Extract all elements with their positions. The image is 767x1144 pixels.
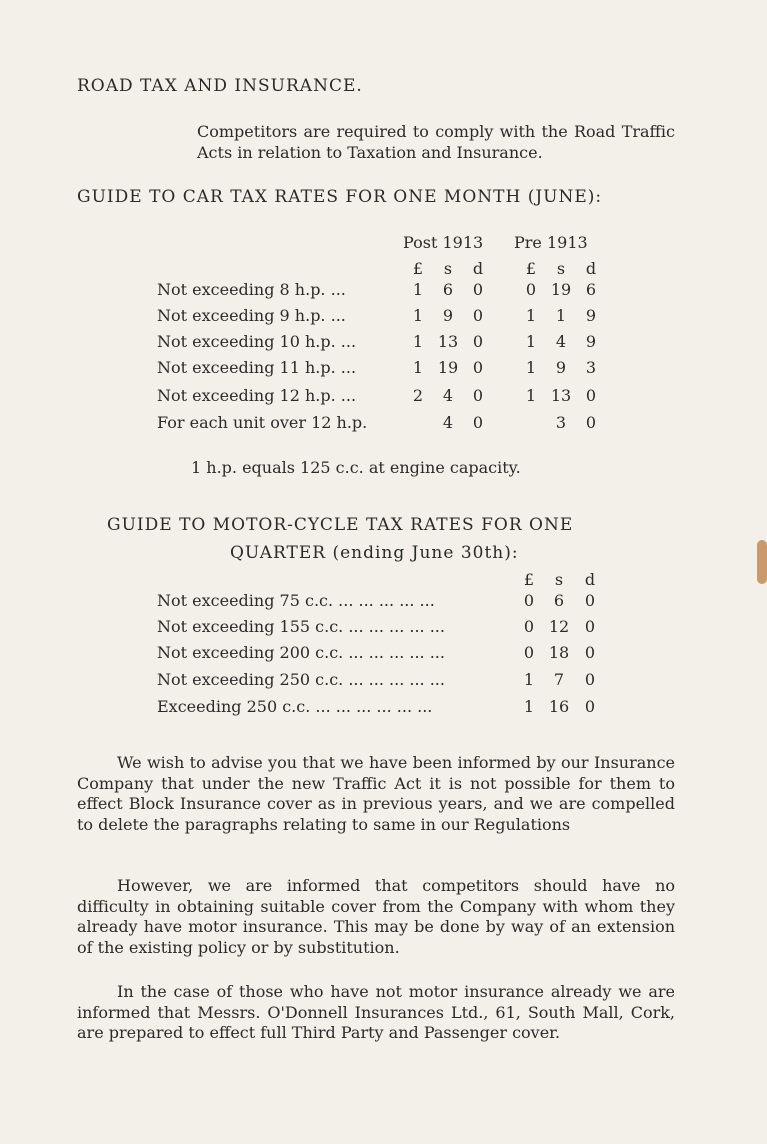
row-label: Not exceeding 12 h.p. ... — [157, 386, 357, 405]
table-row — [157, 386, 617, 408]
row-label: Not exceeding 250 c.c. ... ... ... ... ... — [157, 670, 445, 689]
insurance-paragraph-1: We wish to advise you that we have been informed by our Insurance Company that under the new Traffic Act it is not possible for them to effect Block Insurance cover as in previous years, and we are compelled to delete the paragraphs relating to same in our Regulations — [77, 753, 675, 834]
table-row — [157, 332, 617, 354]
road-tax-heading: ROAD TAX AND INSURANCE. — [77, 76, 363, 96]
road-tax-intro: Competitors are required to comply with the Road Traffic Acts in relation to Taxation and Insurance. — [197, 122, 675, 162]
pre-pence: 6 — [585, 280, 597, 299]
row-label: Not exceeding 11 h.p. ... — [157, 358, 357, 377]
row-label: Not exceeding 75 c.c. ... ... ... ... ... — [157, 591, 435, 610]
table-row — [157, 617, 617, 639]
pounds: 0 — [523, 591, 535, 610]
car-tax-heading: GUIDE TO CAR TAX RATES FOR ONE MONTH (JUNE): — [77, 187, 603, 207]
pre-shillings: 19 — [550, 280, 572, 299]
row-label: Exceeding 250 c.c. ... ... ... ... ... ... — [157, 697, 433, 716]
table-row — [157, 306, 617, 328]
table-row — [157, 413, 617, 435]
post-pence: 0 — [472, 358, 484, 377]
pre-shillings: 3 — [555, 413, 567, 432]
row-label: Not exceeding 8 h.p. ... — [157, 280, 346, 299]
row-label: Not exceeding 200 c.c. ... ... ... ... ... — [157, 643, 445, 662]
post-pounds: 1 — [412, 306, 424, 325]
pre-pence: 0 — [585, 386, 597, 405]
pence: 0 — [584, 697, 596, 716]
motorcycle-tax-heading-line2: QUARTER (ending June 30th): — [230, 543, 519, 563]
pre-pence: 0 — [585, 413, 597, 432]
post-shillings: 6 — [442, 280, 454, 299]
unit-pound: £ — [412, 259, 424, 278]
shillings: 18 — [548, 643, 570, 662]
insurance-paragraph-2: However, we are informed that competitors should have no difficulty in obtaining suitable cover from the Company with whom they already have motor insurance. This may be done by way of an extension of the existing policy or by substitution. — [77, 876, 675, 957]
post-shillings: 4 — [442, 413, 454, 432]
pence: 0 — [584, 670, 596, 689]
post-pounds: 2 — [412, 386, 424, 405]
pre-pounds: 1 — [525, 386, 537, 405]
post-shillings: 13 — [437, 332, 459, 351]
table-row — [157, 280, 617, 302]
shillings: 7 — [553, 670, 565, 689]
pounds: 1 — [523, 670, 535, 689]
pre-shillings: 9 — [555, 358, 567, 377]
shillings: 16 — [548, 697, 570, 716]
table-row — [157, 643, 617, 665]
unit-pound: £ — [525, 259, 537, 278]
motorcycle-units-row — [0, 570, 767, 592]
unit-pound: £ — [523, 570, 535, 589]
post-pounds: 1 — [412, 332, 424, 351]
post-shillings: 9 — [442, 306, 454, 325]
post-pounds: 1 — [412, 280, 424, 299]
pre-shillings: 13 — [550, 386, 572, 405]
unit-d: d — [585, 259, 597, 278]
pence: 0 — [584, 643, 596, 662]
shillings: 6 — [553, 591, 565, 610]
pre-pounds: 0 — [525, 280, 537, 299]
post-shillings: 4 — [442, 386, 454, 405]
post-pence: 0 — [472, 280, 484, 299]
car-tax-col-post: Post 1913 — [403, 233, 484, 252]
row-label: Not exceeding 155 c.c. ... ... ... ... ... — [157, 617, 445, 636]
paper-stain — [757, 540, 767, 584]
pre-pence: 3 — [585, 358, 597, 377]
unit-d: d — [584, 570, 596, 589]
insurance-paragraph-3: In the case of those who have not motor insurance already we are informed that Messrs. O'Donnell Insurances Ltd., 61, South Mall, Cork, are prepared to effect full Third Party and Passenger cover. — [77, 982, 675, 1042]
table-row — [157, 358, 617, 380]
unit-s: s — [443, 259, 453, 278]
pre-pounds: 1 — [525, 306, 537, 325]
post-shillings: 19 — [437, 358, 459, 377]
row-label: Not exceeding 9 h.p. ... — [157, 306, 346, 325]
table-row — [157, 591, 617, 613]
row-label: For each unit over 12 h.p. — [157, 413, 368, 432]
table-row — [157, 697, 617, 719]
post-pence: 0 — [472, 306, 484, 325]
unit-s: s — [554, 570, 564, 589]
row-label: Not exceeding 10 h.p. ... — [157, 332, 357, 351]
car-tax-units-row — [0, 259, 767, 281]
post-pence: 0 — [472, 386, 484, 405]
table-row — [157, 670, 617, 692]
pounds: 0 — [523, 643, 535, 662]
unit-s: s — [556, 259, 566, 278]
motorcycle-tax-heading: GUIDE TO MOTOR-CYCLE TAX RATES FOR ONE — [107, 515, 574, 535]
post-pence: 0 — [472, 413, 484, 432]
pre-pounds: 1 — [525, 358, 537, 377]
shillings: 12 — [548, 617, 570, 636]
post-pence: 0 — [472, 332, 484, 351]
car-tax-note: 1 h.p. equals 125 c.c. at engine capacity. — [191, 458, 521, 477]
pence: 0 — [584, 617, 596, 636]
pounds: 1 — [523, 697, 535, 716]
pre-pence: 9 — [585, 332, 597, 351]
pre-pence: 9 — [585, 306, 597, 325]
pounds: 0 — [523, 617, 535, 636]
post-pounds: 1 — [412, 358, 424, 377]
unit-d: d — [472, 259, 484, 278]
pre-shillings: 1 — [555, 306, 567, 325]
car-tax-col-pre: Pre 1913 — [514, 233, 588, 252]
pence: 0 — [584, 591, 596, 610]
pre-pounds: 1 — [525, 332, 537, 351]
pre-shillings: 4 — [555, 332, 567, 351]
